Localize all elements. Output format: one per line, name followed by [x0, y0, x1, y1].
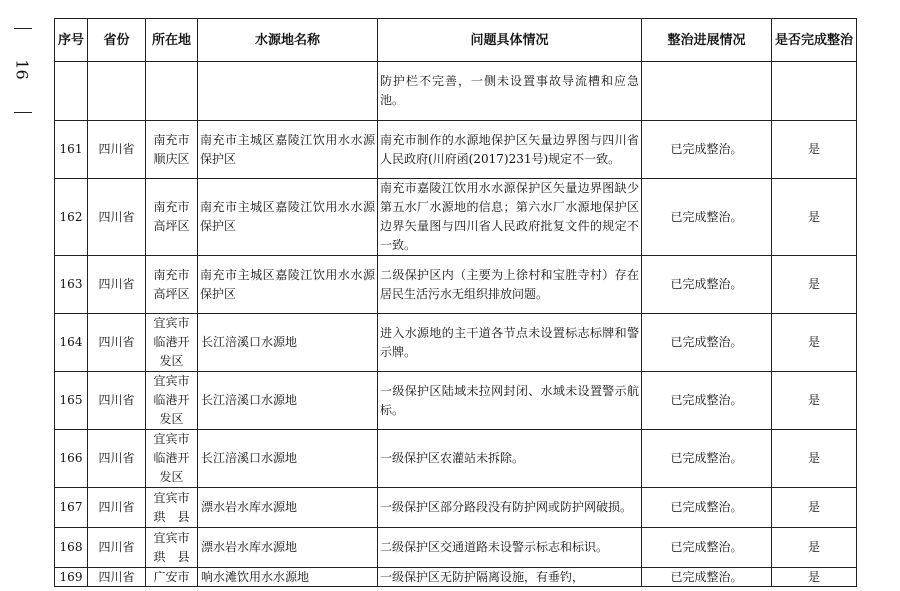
cell-done: 是 [772, 488, 857, 528]
cell-seq: 162 [55, 179, 88, 256]
table-row [55, 430, 857, 488]
table-row [55, 121, 857, 179]
cell-source-name: 南充市主城区嘉陵江饮用水水源保护区 [198, 179, 378, 256]
cell-seq: 168 [55, 528, 88, 568]
cell-source-name: 南充市主城区嘉陵江饮用水水源保护区 [198, 121, 378, 179]
cell-problem: 一级保护区陆域未拉网封闭、水域未设置警示航标。 [378, 372, 642, 430]
cell-location: 宜宾市临港开发区 [146, 372, 198, 430]
page-number-dash [14, 28, 32, 29]
table-row [55, 528, 857, 568]
cell-source-name: 南充市主城区嘉陵江饮用水水源保护区 [198, 256, 378, 314]
cell-done: 是 [772, 179, 857, 256]
cell-location: 宜宾市临港开发区 [146, 430, 198, 488]
cell-progress: 已完成整治。 [642, 430, 772, 488]
cell-location: 宜宾市珙 县 [146, 488, 198, 528]
header-done: 是否完成整治 [772, 19, 857, 62]
table-row [55, 372, 857, 430]
cell-source-name: 响水滩饮用水水源地 [198, 568, 378, 587]
cell-problem: 南充市嘉陵江饮用水水源保护区矢量边界图缺少第五水厂水源地的信息；第六水厂水源地保护区边界矢量图与四川省人民政府批复文件的规定不一致。 [378, 179, 642, 256]
cell-province: 四川省 [88, 372, 146, 430]
table-header-row [55, 19, 857, 62]
table-row [55, 568, 857, 587]
cell-seq: 166 [55, 430, 88, 488]
cell-done [772, 62, 857, 121]
cell-location [146, 62, 198, 121]
table-row [55, 488, 857, 528]
page-number-dash [14, 112, 32, 113]
cell-location: 南充市高坪区 [146, 179, 198, 256]
header-source-name: 水源地名称 [198, 19, 378, 62]
cell-progress: 已完成整治。 [642, 488, 772, 528]
cell-seq: 163 [55, 256, 88, 314]
cell-province [88, 62, 146, 121]
cell-location: 宜宾市临港开发区 [146, 314, 198, 372]
rectification-table [54, 18, 857, 587]
cell-progress: 已完成整治。 [642, 568, 772, 587]
cell-done: 是 [772, 256, 857, 314]
page-number-margin [2, 24, 42, 120]
cell-source-name: 漂水岩水库水源地 [198, 488, 378, 528]
cell-done: 是 [772, 314, 857, 372]
cell-progress: 已完成整治。 [642, 121, 772, 179]
page-number: 16 [12, 59, 32, 80]
cell-progress: 已完成整治。 [642, 372, 772, 430]
cell-seq: 167 [55, 488, 88, 528]
cell-location: 南充市高坪区 [146, 256, 198, 314]
cell-location: 宜宾市珙 县 [146, 528, 198, 568]
cell-seq: 165 [55, 372, 88, 430]
cell-location: 广安市 [146, 568, 198, 587]
header-seq: 序号 [55, 19, 88, 62]
cell-province: 四川省 [88, 528, 146, 568]
cell-source-name [198, 62, 378, 121]
cell-problem: 一级保护区无防护隔离设施，有垂钓， [378, 568, 642, 587]
cell-problem: 南充市制作的水源地保护区矢量边界图与四川省人民政府(川府函(2017)231号)规定不一致。 [378, 121, 642, 179]
cell-source-name: 长江涪溪口水源地 [198, 430, 378, 488]
cell-source-name: 长江涪溪口水源地 [198, 372, 378, 430]
cell-province: 四川省 [88, 314, 146, 372]
cell-progress: 已完成整治。 [642, 314, 772, 372]
cell-done: 是 [772, 430, 857, 488]
table-row [55, 256, 857, 314]
header-province: 省份 [88, 19, 146, 62]
table-row [55, 179, 857, 256]
cell-seq: 161 [55, 121, 88, 179]
cell-done: 是 [772, 121, 857, 179]
cell-problem: 二级保护区交通道路未设警示标志和标识。 [378, 528, 642, 568]
cell-source-name: 长江涪溪口水源地 [198, 314, 378, 372]
cell-province: 四川省 [88, 179, 146, 256]
cell-problem: 防护栏不完善，一侧未设置事故导流槽和应急池。 [378, 62, 642, 121]
cell-problem: 一级保护区农灌站未拆除。 [378, 430, 642, 488]
cell-progress: 已完成整治。 [642, 528, 772, 568]
cell-source-name: 漂水岩水库水源地 [198, 528, 378, 568]
cell-province: 四川省 [88, 430, 146, 488]
cell-seq: 169 [55, 568, 88, 587]
cell-problem: 进入水源地的主干道各节点未设置标志标牌和警示牌。 [378, 314, 642, 372]
cell-seq [55, 62, 88, 121]
cell-progress: 已完成整治。 [642, 256, 772, 314]
table-row [55, 314, 857, 372]
cell-seq: 164 [55, 314, 88, 372]
cell-province: 四川省 [88, 568, 146, 587]
cell-problem: 一级保护区部分路段没有防护网或防护网破损。 [378, 488, 642, 528]
cell-location: 南充市顺庆区 [146, 121, 198, 179]
cell-done: 是 [772, 528, 857, 568]
header-progress: 整治进展情况 [642, 19, 772, 62]
cell-province: 四川省 [88, 256, 146, 314]
cell-province: 四川省 [88, 121, 146, 179]
header-problem: 问题具体情况 [378, 19, 642, 62]
cell-province: 四川省 [88, 488, 146, 528]
cell-progress [642, 62, 772, 121]
cell-done: 是 [772, 372, 857, 430]
header-location: 所在地 [146, 19, 198, 62]
cell-progress: 已完成整治。 [642, 179, 772, 256]
table-row [55, 62, 857, 121]
cell-done: 是 [772, 568, 857, 587]
cell-problem: 二级保护区内（主要为上徐村和宝胜寺村）存在居民生活污水无组织排放问题。 [378, 256, 642, 314]
